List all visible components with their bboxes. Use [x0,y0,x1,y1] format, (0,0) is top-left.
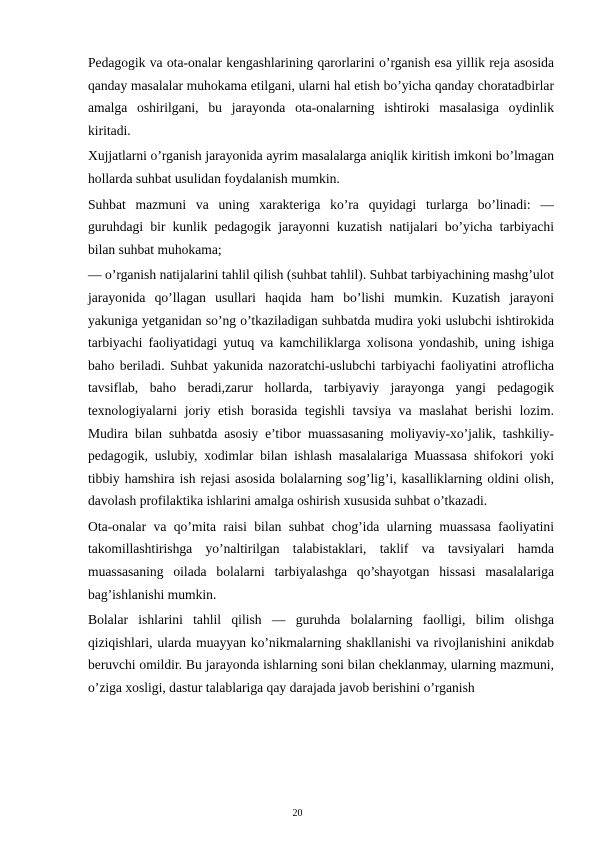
paragraph-parents-conversation: Ota-onalar va qo’mita raisi bilan suhbat chog’ida ularning muassasa faoliyatini takomillashtirishga yo’naltirilgan talabistaklari, taklif va tavsiyalari hamda muassasaning oilada bolalarni tarbiyalashga qo’shayotgan hissasi masalalariga bag’ishlanishi mumkin. [88,518,554,602]
paragraph-conversation-types: Suhbat mazmuni va uning xarakteriga ko’ra quyidagi turlarga bo’linadi: — guruhdagi bir kunlik pedagogik jarayonni kuzatish natijalari bo’yicha tarbiyachi bilan suhbat muhokama; [88,196,554,257]
paragraph-document-study: Xujjatlarni o’rganish jarayonida ayrim masalalarga aniqlik kiritish imkoni bo’lmagan hollarda suhbat usulidan foydalanish mumkin. [88,148,554,186]
page-number: 20 [292,808,303,819]
body-text [88,52,554,703]
paragraph-council-decisions: Pedagogik va ota-onalar kengashlarining qarorlarini o’rganish esa yillik reja asosida qanday masalalar muhokama etilgani, ularni hal etish bo’yicha qanday choratadbirlar amalga oshirilgani, bu jarayonda ota-onalarning ishtiroki masalasiga oydinlik kiritadi. [88,55,554,138]
paragraph-children-work-analysis: Bolalar ishlarini tahlil qilish — guruhda bolalarning faolligi, bilim olishga qiziqishlari, ularda muayyan ko’nikmalarning shakllanishi va rivojlanishini anikdab beruvchi omildir. Bu jarayonda ishlarning soni bilan cheklanmay, ularning mazmuni, o’ziga xosligi, dastur talablariga qay darajada javob berishini o’rganish [88,612,554,696]
paragraph-analysis-results: — o’rganish natijalarini tahlil qilish (suhbat tahlil). Suhbat tarbiyachining mashg’ulot jarayonida qo’llagan usullari haqida ham bo’lishi mumkin. Kuzatish jarayoni yakuniga yetganidan so’ng o’tkaziladigan suhbatda mudira yoki uslubchi ishtirokida tarbiyachi faoliyatidagi yutuq va kamchiliklarga xolisona yondashib, uning ishiga baho beriladi. Suhbat yakunida nazoratchi-uslubchi tarbiyachi faoliyatini atroflicha tavsiflab, baho beradi,zarur hollarda, tarbiyaviy jarayonga yangi pedagogik texnologiyalarni joriy etish borasida tegishli tavsiya va maslahat berishi lozim. Mudira bilan suhbatda asosiy e’tibor muassasaning moliyaviy-xo’jalik, tashkiliy-pedagogik, uslubiy, xodimlar bilan ishlash masalalariga Muassasa shifokori yoki tibbiy hamshira ish rejasi asosida bolalarning sog’lig’i, kasalliklarning oldini olish, davolash profilaktika ishlarini amalga oshirish xususida suhbat o’tkazadi. [88,267,554,509]
